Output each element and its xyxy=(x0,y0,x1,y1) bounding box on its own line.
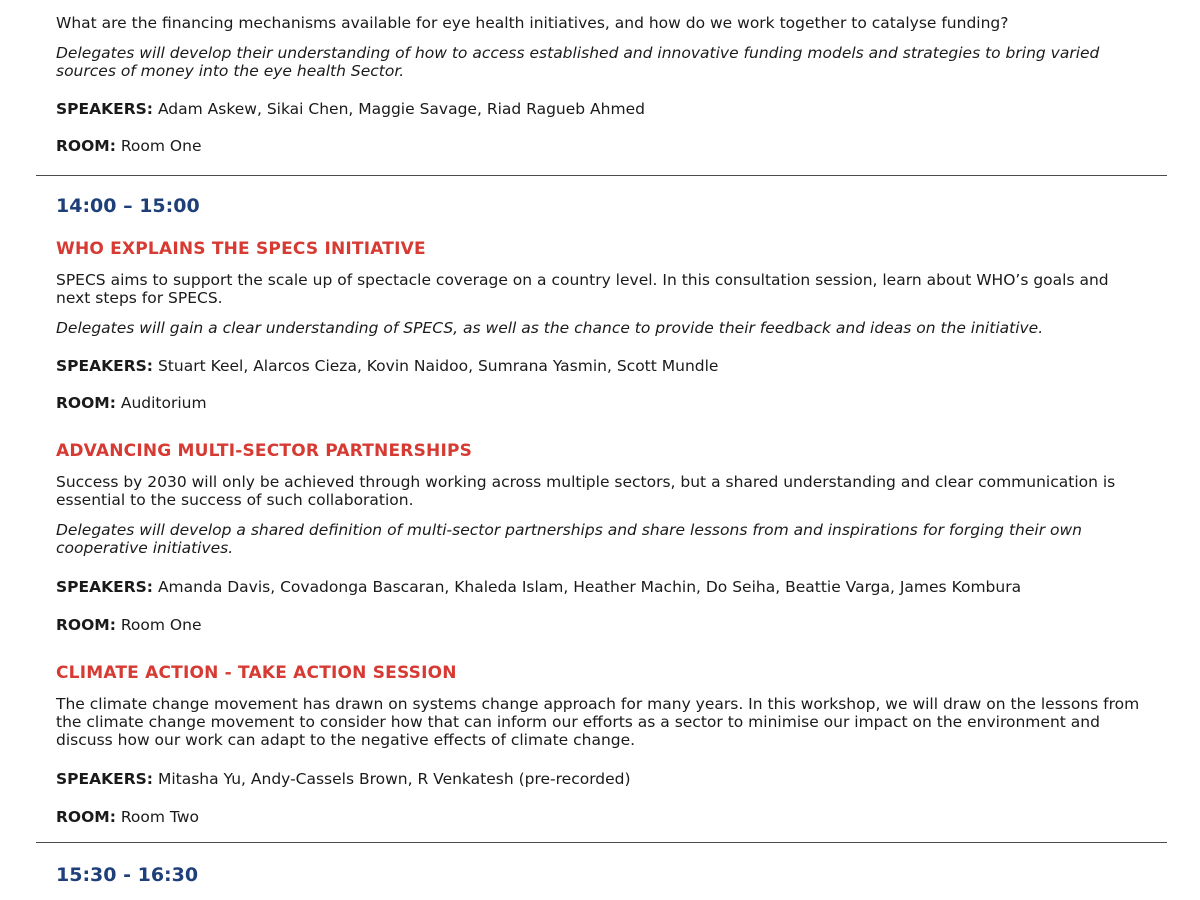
room-value: Room One xyxy=(120,616,202,634)
session-title: WHO EXPLAINS THE SPECS INITIATIVE xyxy=(56,239,426,259)
room-label: ROOM: xyxy=(56,137,116,155)
intro-outcome-block xyxy=(56,44,1144,80)
room-label: ROOM: xyxy=(56,394,116,412)
divider xyxy=(36,842,1167,843)
intro-speakers xyxy=(56,100,1144,118)
speakers-label: SPEAKERS: xyxy=(56,578,154,596)
session-outcome-specs xyxy=(56,319,1144,337)
session-speakers-specs xyxy=(56,357,1144,375)
room-label: ROOM: xyxy=(56,616,116,634)
speakers-label: SPEAKERS: xyxy=(56,357,154,375)
session-title: CLIMATE ACTION - TAKE ACTION SESSION xyxy=(56,663,457,683)
session-description-specs xyxy=(56,271,1144,307)
session-title: ADVANCING MULTI-SECTOR PARTNERSHIPS xyxy=(56,441,473,461)
session-room-partnerships xyxy=(56,616,1144,634)
time-slot-2 xyxy=(56,864,1144,886)
session-description: SPECS aims to support the scale up of spectacle coverage on a country level. In this consultation session, learn about WHO’s goals and next steps for SPECS. xyxy=(56,271,1109,307)
session-speakers-climate xyxy=(56,770,1144,788)
intro-outcome: Delegates will develop their understanding of how to access established and innovative funding models and strategies to bring varied sources of money into the eye health Sector. xyxy=(56,44,1100,80)
room-value: Auditorium xyxy=(120,394,207,412)
time-slot-1 xyxy=(56,195,1144,217)
session-outcome: Delegates will gain a clear understanding of SPECS, as well as the chance to provide their feedback and ideas on the initiative. xyxy=(56,319,1044,337)
intro-question-block xyxy=(56,14,1144,32)
session-outcome-partnerships xyxy=(56,521,1144,557)
session-title-partnerships xyxy=(56,441,1144,461)
session-speakers-partnerships xyxy=(56,578,1144,596)
speakers-list: Mitasha Yu, Andy-Cassels Brown, R Venkatesh (pre-recorded) xyxy=(157,770,631,788)
divider xyxy=(36,175,1167,176)
session-description: The climate change movement has drawn on systems change approach for many years. In this workshop, we will draw on the lessons from the climate change movement to consider how that can inform our efforts as a sector to minimise our impact on the environment and discuss how our work can adapt to the negative effects of climate change. xyxy=(56,695,1140,749)
room-value: Room One xyxy=(120,137,202,155)
intro-question: What are the financing mechanisms available for eye health initiatives, and how do we work together to catalyse funding? xyxy=(56,14,1009,32)
speakers-list: Adam Askew, Sikai Chen, Maggie Savage, Riad Ragueb Ahmed xyxy=(157,100,645,118)
session-room-climate xyxy=(56,808,1144,826)
room-value: Room Two xyxy=(120,808,199,826)
session-title-specs xyxy=(56,239,1144,259)
speakers-list: Amanda Davis, Covadonga Bascaran, Khaleda Islam, Heather Machin, Do Seiha, Beattie Varga, James Kombura xyxy=(157,578,1022,596)
speakers-label: SPEAKERS: xyxy=(56,770,154,788)
session-description: Success by 2030 will only be achieved through working across multiple sectors, but a shared understanding and clear communication is essential to the success of such collaboration. xyxy=(56,473,1116,509)
time-heading: 14:00 – 15:00 xyxy=(56,195,200,217)
time-heading: 15:30 - 16:30 xyxy=(56,864,199,886)
session-outcome: Delegates will develop a shared definition of multi-sector partnerships and share lessons from and inspirations for forging their own cooperative initiatives. xyxy=(56,521,1082,557)
session-description-partnerships xyxy=(56,473,1144,509)
speakers-label: SPEAKERS: xyxy=(56,100,154,118)
intro-room xyxy=(56,137,1144,155)
speakers-list: Stuart Keel, Alarcos Cieza, Kovin Naidoo, Sumrana Yasmin, Scott Mundle xyxy=(157,357,719,375)
session-room-specs xyxy=(56,394,1144,412)
session-description-climate xyxy=(56,695,1144,749)
session-title-climate xyxy=(56,663,1144,683)
room-label: ROOM: xyxy=(56,808,116,826)
